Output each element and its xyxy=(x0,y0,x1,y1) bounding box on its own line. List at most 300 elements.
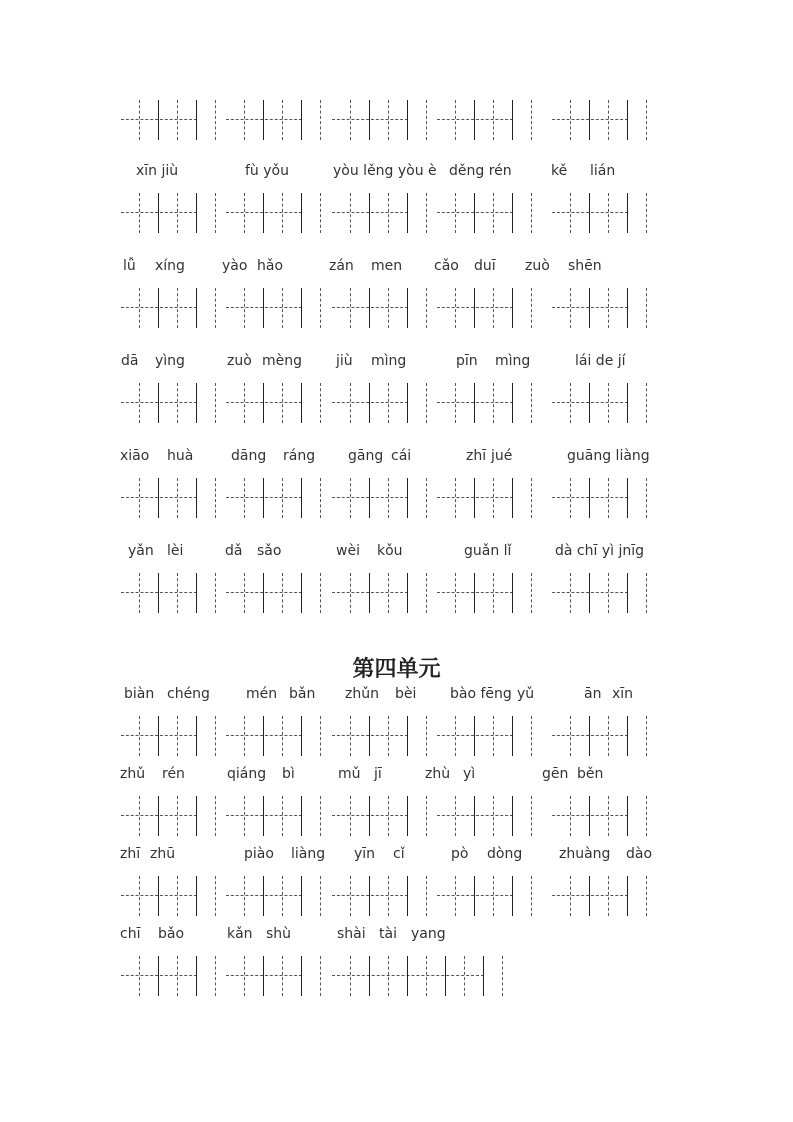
grid-dash-line xyxy=(426,956,427,996)
grid-solid-line xyxy=(158,956,159,996)
grid-solid-line xyxy=(627,573,628,613)
grid-solid-line xyxy=(263,383,264,423)
grid-dash-line xyxy=(215,956,216,996)
grid-dash-line xyxy=(426,383,427,423)
grid-dash-line xyxy=(282,383,283,423)
grid-dash-line xyxy=(139,100,140,140)
writing-grid[interactable] xyxy=(121,573,197,613)
pinyin-label: liàng xyxy=(291,846,326,862)
grid-solid-line xyxy=(512,478,513,518)
grid-dash-line xyxy=(388,193,389,233)
grid-midline xyxy=(437,402,513,403)
grid-dash-line xyxy=(426,288,427,328)
writing-grid[interactable] xyxy=(437,796,513,836)
grid-dash-line xyxy=(215,383,216,423)
grid-dash-line xyxy=(350,478,351,518)
writing-grid[interactable] xyxy=(437,573,513,613)
pinyin-label: zuò xyxy=(525,258,550,274)
pinyin-label: ráng xyxy=(283,448,316,464)
grid-dash-line xyxy=(350,383,351,423)
grid-solid-line xyxy=(589,796,590,836)
pinyin-label: zán xyxy=(329,258,354,274)
grid-solid-line xyxy=(407,478,408,518)
pinyin-label: dào xyxy=(626,846,653,862)
grid-midline xyxy=(226,735,302,736)
grid-midline xyxy=(332,402,408,403)
pinyin-label: hǎo xyxy=(257,258,284,274)
writing-grid[interactable] xyxy=(332,288,408,328)
grid-dash-line xyxy=(455,573,456,613)
grid-dash-line xyxy=(282,876,283,916)
grid-solid-line xyxy=(474,573,475,613)
grid-solid-line xyxy=(474,716,475,756)
grid-dash-line xyxy=(282,288,283,328)
grid-dash-line xyxy=(139,193,140,233)
writing-grid[interactable] xyxy=(121,956,197,996)
writing-grid[interactable] xyxy=(121,716,197,756)
grid-dash-line xyxy=(531,876,532,916)
writing-grid[interactable] xyxy=(332,383,408,423)
grid-midline xyxy=(226,895,302,896)
grid-midline xyxy=(552,815,628,816)
grid-solid-line xyxy=(474,100,475,140)
pinyin-label: shēn xyxy=(568,258,602,274)
grid-solid-line xyxy=(407,716,408,756)
writing-grid[interactable] xyxy=(121,193,197,233)
grid-dash-line xyxy=(244,876,245,916)
pinyin-label: yòu lěng yòu è xyxy=(333,163,437,179)
pinyin-label: men xyxy=(371,258,403,274)
grid-dash-line xyxy=(570,100,571,140)
pinyin-label: mǔ xyxy=(338,766,361,782)
writing-grid[interactable] xyxy=(226,383,302,423)
grid-dash-line xyxy=(608,100,609,140)
grid-solid-line xyxy=(369,383,370,423)
grid-solid-line xyxy=(196,478,197,518)
grid-solid-line xyxy=(263,796,264,836)
grid-solid-line xyxy=(474,193,475,233)
grid-dash-line xyxy=(388,478,389,518)
grid-midline xyxy=(332,895,408,896)
writing-grid[interactable] xyxy=(552,876,628,916)
grid-solid-line xyxy=(301,383,302,423)
grid-solid-line xyxy=(589,478,590,518)
grid-solid-line xyxy=(512,573,513,613)
grid-midline xyxy=(552,119,628,120)
grid-dash-line xyxy=(244,716,245,756)
writing-grid[interactable] xyxy=(437,288,513,328)
grid-midline xyxy=(332,119,408,120)
pinyin-label: dā xyxy=(121,353,139,369)
grid-solid-line xyxy=(301,100,302,140)
pinyin-label: kǎn xyxy=(227,926,253,942)
pinyin-label: guǎn lǐ xyxy=(464,543,512,559)
writing-grid[interactable] xyxy=(332,573,408,613)
grid-dash-line xyxy=(350,288,351,328)
writing-grid[interactable] xyxy=(332,716,408,756)
writing-grid[interactable] xyxy=(226,573,302,613)
grid-solid-line xyxy=(158,796,159,836)
grid-solid-line xyxy=(369,573,370,613)
writing-grid[interactable] xyxy=(332,193,408,233)
grid-midline xyxy=(226,815,302,816)
grid-solid-line xyxy=(474,383,475,423)
pinyin-label: sǎo xyxy=(257,543,282,559)
pinyin-label: pò xyxy=(451,846,469,862)
writing-grid[interactable] xyxy=(552,573,628,613)
grid-midline xyxy=(552,735,628,736)
grid-solid-line xyxy=(196,796,197,836)
pinyin-label: zhǔ xyxy=(120,766,146,782)
grid-solid-line xyxy=(627,383,628,423)
writing-grid[interactable] xyxy=(437,193,513,233)
grid-solid-line xyxy=(158,716,159,756)
grid-dash-line xyxy=(139,573,140,613)
grid-dash-line xyxy=(493,193,494,233)
grid-dash-line xyxy=(215,193,216,233)
pinyin-label: bǎo xyxy=(158,926,185,942)
grid-dash-line xyxy=(244,796,245,836)
grid-dash-line xyxy=(139,956,140,996)
grid-midline xyxy=(332,212,408,213)
grid-solid-line xyxy=(589,716,590,756)
pinyin-label: chéng xyxy=(167,686,210,702)
writing-grid[interactable] xyxy=(226,193,302,233)
grid-dash-line xyxy=(455,796,456,836)
grid-dash-line xyxy=(215,100,216,140)
pinyin-label: piào xyxy=(244,846,274,862)
pinyin-label: wèi xyxy=(336,543,360,559)
grid-midline xyxy=(332,497,408,498)
grid-solid-line xyxy=(301,716,302,756)
grid-midline xyxy=(226,592,302,593)
pinyin-label: dǎ xyxy=(225,543,243,559)
pinyin-label: yào xyxy=(222,258,248,274)
grid-midline xyxy=(437,497,513,498)
grid-dash-line xyxy=(177,956,178,996)
grid-solid-line xyxy=(369,100,370,140)
grid-dash-line xyxy=(215,478,216,518)
grid-dash-line xyxy=(320,573,321,613)
grid-solid-line xyxy=(158,100,159,140)
grid-dash-line xyxy=(455,478,456,518)
grid-midline xyxy=(332,592,408,593)
pinyin-label: xīn jiù xyxy=(136,163,179,179)
pinyin-label: bèi xyxy=(395,686,417,702)
writing-grid[interactable] xyxy=(121,383,197,423)
pinyin-label: jiù xyxy=(336,353,353,369)
grid-dash-line xyxy=(455,100,456,140)
grid-dash-line xyxy=(215,288,216,328)
grid-dash-line xyxy=(426,573,427,613)
grid-dash-line xyxy=(646,716,647,756)
grid-dash-line xyxy=(455,383,456,423)
grid-dash-line xyxy=(608,573,609,613)
grid-dash-line xyxy=(646,383,647,423)
pinyin-label: cǐ xyxy=(393,846,405,862)
writing-grid[interactable] xyxy=(437,478,513,518)
grid-dash-line xyxy=(215,876,216,916)
grid-dash-line xyxy=(350,876,351,916)
grid-dash-line xyxy=(493,383,494,423)
grid-dash-line xyxy=(493,478,494,518)
grid-dash-line xyxy=(608,193,609,233)
grid-solid-line xyxy=(196,716,197,756)
pinyin-label: xīn xyxy=(612,686,634,702)
grid-midline xyxy=(332,735,408,736)
grid-dash-line xyxy=(320,383,321,423)
grid-dash-line xyxy=(531,383,532,423)
pinyin-label: lèi xyxy=(167,543,184,559)
grid-midline xyxy=(332,307,408,308)
grid-midline xyxy=(226,307,302,308)
grid-solid-line xyxy=(301,956,302,996)
grid-dash-line xyxy=(646,573,647,613)
pinyin-label: cǎo xyxy=(434,258,459,274)
grid-solid-line xyxy=(512,383,513,423)
grid-dash-line xyxy=(320,100,321,140)
grid-solid-line xyxy=(589,100,590,140)
grid-solid-line xyxy=(158,478,159,518)
grid-dash-line xyxy=(177,573,178,613)
grid-dash-line xyxy=(608,478,609,518)
grid-solid-line xyxy=(627,876,628,916)
grid-dash-line xyxy=(320,193,321,233)
grid-solid-line xyxy=(407,383,408,423)
writing-grid[interactable] xyxy=(552,288,628,328)
pinyin-label: kě xyxy=(551,163,568,179)
grid-dash-line xyxy=(493,573,494,613)
writing-grid[interactable] xyxy=(121,288,197,328)
grid-midline xyxy=(437,212,513,213)
writing-grid[interactable] xyxy=(437,100,513,140)
grid-dash-line xyxy=(282,796,283,836)
grid-solid-line xyxy=(407,288,408,328)
pinyin-label: zhuàng xyxy=(559,846,611,862)
grid-midline xyxy=(121,212,197,213)
grid-solid-line xyxy=(301,573,302,613)
unit-heading: 第四单元 xyxy=(352,657,441,682)
grid-solid-line xyxy=(263,956,264,996)
writing-grid[interactable] xyxy=(437,383,513,423)
writing-grid[interactable] xyxy=(226,100,302,140)
grid-dash-line xyxy=(531,100,532,140)
grid-midline xyxy=(121,815,197,816)
grid-midline xyxy=(437,592,513,593)
grid-dash-line xyxy=(350,100,351,140)
writing-grid[interactable] xyxy=(332,478,408,518)
pinyin-label: guāng liàng xyxy=(567,448,650,464)
grid-midline xyxy=(552,307,628,308)
grid-dash-line xyxy=(177,478,178,518)
writing-grid-wide[interactable] xyxy=(332,956,484,996)
grid-dash-line xyxy=(282,193,283,233)
writing-grid[interactable] xyxy=(332,876,408,916)
grid-dash-line xyxy=(531,796,532,836)
grid-dash-line xyxy=(320,716,321,756)
writing-grid[interactable] xyxy=(437,716,513,756)
grid-dash-line xyxy=(608,383,609,423)
grid-dash-line xyxy=(388,716,389,756)
writing-grid[interactable] xyxy=(226,478,302,518)
pinyin-label: lái de jí xyxy=(575,353,626,369)
grid-solid-line xyxy=(263,288,264,328)
grid-solid-line xyxy=(407,956,408,996)
writing-grid[interactable] xyxy=(552,716,628,756)
writing-grid[interactable] xyxy=(121,876,197,916)
grid-solid-line xyxy=(196,100,197,140)
grid-dash-line xyxy=(493,876,494,916)
grid-dash-line xyxy=(320,796,321,836)
grid-solid-line xyxy=(301,193,302,233)
grid-midline xyxy=(121,307,197,308)
grid-dash-line xyxy=(215,716,216,756)
grid-dash-line xyxy=(608,796,609,836)
grid-dash-line xyxy=(244,100,245,140)
pinyin-label: yǎn xyxy=(128,543,154,559)
pinyin-label: tài xyxy=(379,926,397,942)
grid-solid-line xyxy=(196,383,197,423)
writing-grid[interactable] xyxy=(226,876,302,916)
grid-dash-line xyxy=(320,288,321,328)
grid-dash-line xyxy=(608,288,609,328)
pinyin-label: gēn xyxy=(542,766,569,782)
grid-solid-line xyxy=(512,193,513,233)
grid-dash-line xyxy=(244,288,245,328)
grid-midline xyxy=(332,815,408,816)
writing-grid[interactable] xyxy=(121,478,197,518)
grid-solid-line xyxy=(369,478,370,518)
grid-dash-line xyxy=(282,716,283,756)
grid-dash-line xyxy=(646,796,647,836)
grid-solid-line xyxy=(627,716,628,756)
grid-midline xyxy=(552,592,628,593)
grid-solid-line xyxy=(512,288,513,328)
grid-midline xyxy=(437,735,513,736)
grid-dash-line xyxy=(139,716,140,756)
pinyin-label: rén xyxy=(162,766,185,782)
writing-grid[interactable] xyxy=(552,100,628,140)
grid-dash-line xyxy=(388,288,389,328)
grid-dash-line xyxy=(570,193,571,233)
grid-dash-line xyxy=(244,478,245,518)
grid-dash-line xyxy=(493,796,494,836)
grid-dash-line xyxy=(570,573,571,613)
pinyin-label: ān xyxy=(584,686,602,702)
grid-solid-line xyxy=(301,796,302,836)
pinyin-label: xíng xyxy=(155,258,185,274)
pinyin-label: bì xyxy=(282,766,295,782)
grid-dash-line xyxy=(215,796,216,836)
grid-dash-line xyxy=(570,478,571,518)
writing-grid[interactable] xyxy=(121,796,197,836)
writing-grid[interactable] xyxy=(552,383,628,423)
grid-dash-line xyxy=(177,288,178,328)
pinyin-label: mìng xyxy=(495,353,531,369)
grid-dash-line xyxy=(244,193,245,233)
writing-grid[interactable] xyxy=(226,956,302,996)
grid-dash-line xyxy=(646,288,647,328)
grid-midline xyxy=(437,307,513,308)
grid-midline xyxy=(226,212,302,213)
grid-solid-line xyxy=(474,478,475,518)
grid-solid-line xyxy=(512,716,513,756)
pinyin-label: chī xyxy=(120,926,141,942)
pinyin-label: huà xyxy=(167,448,194,464)
grid-dash-line xyxy=(177,193,178,233)
grid-dash-line xyxy=(426,716,427,756)
pinyin-label: zhī xyxy=(120,846,141,862)
pinyin-label: dāng xyxy=(231,448,267,464)
grid-solid-line xyxy=(158,383,159,423)
grid-dash-line xyxy=(531,478,532,518)
pinyin-label: shài xyxy=(337,926,366,942)
grid-solid-line xyxy=(301,876,302,916)
grid-dash-line xyxy=(177,796,178,836)
grid-solid-line xyxy=(474,796,475,836)
grid-solid-line xyxy=(369,193,370,233)
writing-grid[interactable] xyxy=(332,796,408,836)
writing-grid[interactable] xyxy=(552,478,628,518)
grid-solid-line xyxy=(589,876,590,916)
grid-solid-line xyxy=(512,100,513,140)
grid-dash-line xyxy=(350,573,351,613)
pinyin-label: jī xyxy=(374,766,382,782)
grid-dash-line xyxy=(139,478,140,518)
grid-dash-line xyxy=(320,478,321,518)
grid-solid-line xyxy=(263,100,264,140)
grid-solid-line xyxy=(196,193,197,233)
grid-dash-line xyxy=(177,100,178,140)
grid-dash-line xyxy=(502,956,503,996)
grid-solid-line xyxy=(369,876,370,916)
writing-grid[interactable] xyxy=(552,796,628,836)
pinyin-label: běn xyxy=(577,766,604,782)
grid-solid-line xyxy=(627,796,628,836)
pinyin-label: jué xyxy=(491,448,513,464)
grid-dash-line xyxy=(282,573,283,613)
pinyin-label: mèng xyxy=(262,353,303,369)
grid-dash-line xyxy=(282,100,283,140)
grid-midline xyxy=(226,119,302,120)
grid-dash-line xyxy=(426,100,427,140)
grid-dash-line xyxy=(570,876,571,916)
grid-dash-line xyxy=(388,383,389,423)
grid-dash-line xyxy=(215,573,216,613)
pinyin-label: dòng xyxy=(487,846,523,862)
grid-midline xyxy=(121,735,197,736)
writing-grid[interactable] xyxy=(332,100,408,140)
writing-grid[interactable] xyxy=(226,796,302,836)
writing-grid[interactable] xyxy=(121,100,197,140)
pinyin-label: zuò xyxy=(227,353,252,369)
grid-dash-line xyxy=(570,288,571,328)
writing-grid[interactable] xyxy=(226,288,302,328)
writing-grid[interactable] xyxy=(437,876,513,916)
writing-grid[interactable] xyxy=(226,716,302,756)
grid-solid-line xyxy=(196,573,197,613)
pinyin-label: zhù xyxy=(425,766,451,782)
grid-solid-line xyxy=(512,876,513,916)
writing-grid[interactable] xyxy=(552,193,628,233)
pinyin-label: bǎn xyxy=(289,686,316,702)
pinyin-label: qiáng xyxy=(227,766,267,782)
grid-dash-line xyxy=(282,478,283,518)
grid-midline xyxy=(121,119,197,120)
grid-dash-line xyxy=(177,383,178,423)
pinyin-label: kǒu xyxy=(377,543,403,559)
grid-dash-line xyxy=(244,573,245,613)
